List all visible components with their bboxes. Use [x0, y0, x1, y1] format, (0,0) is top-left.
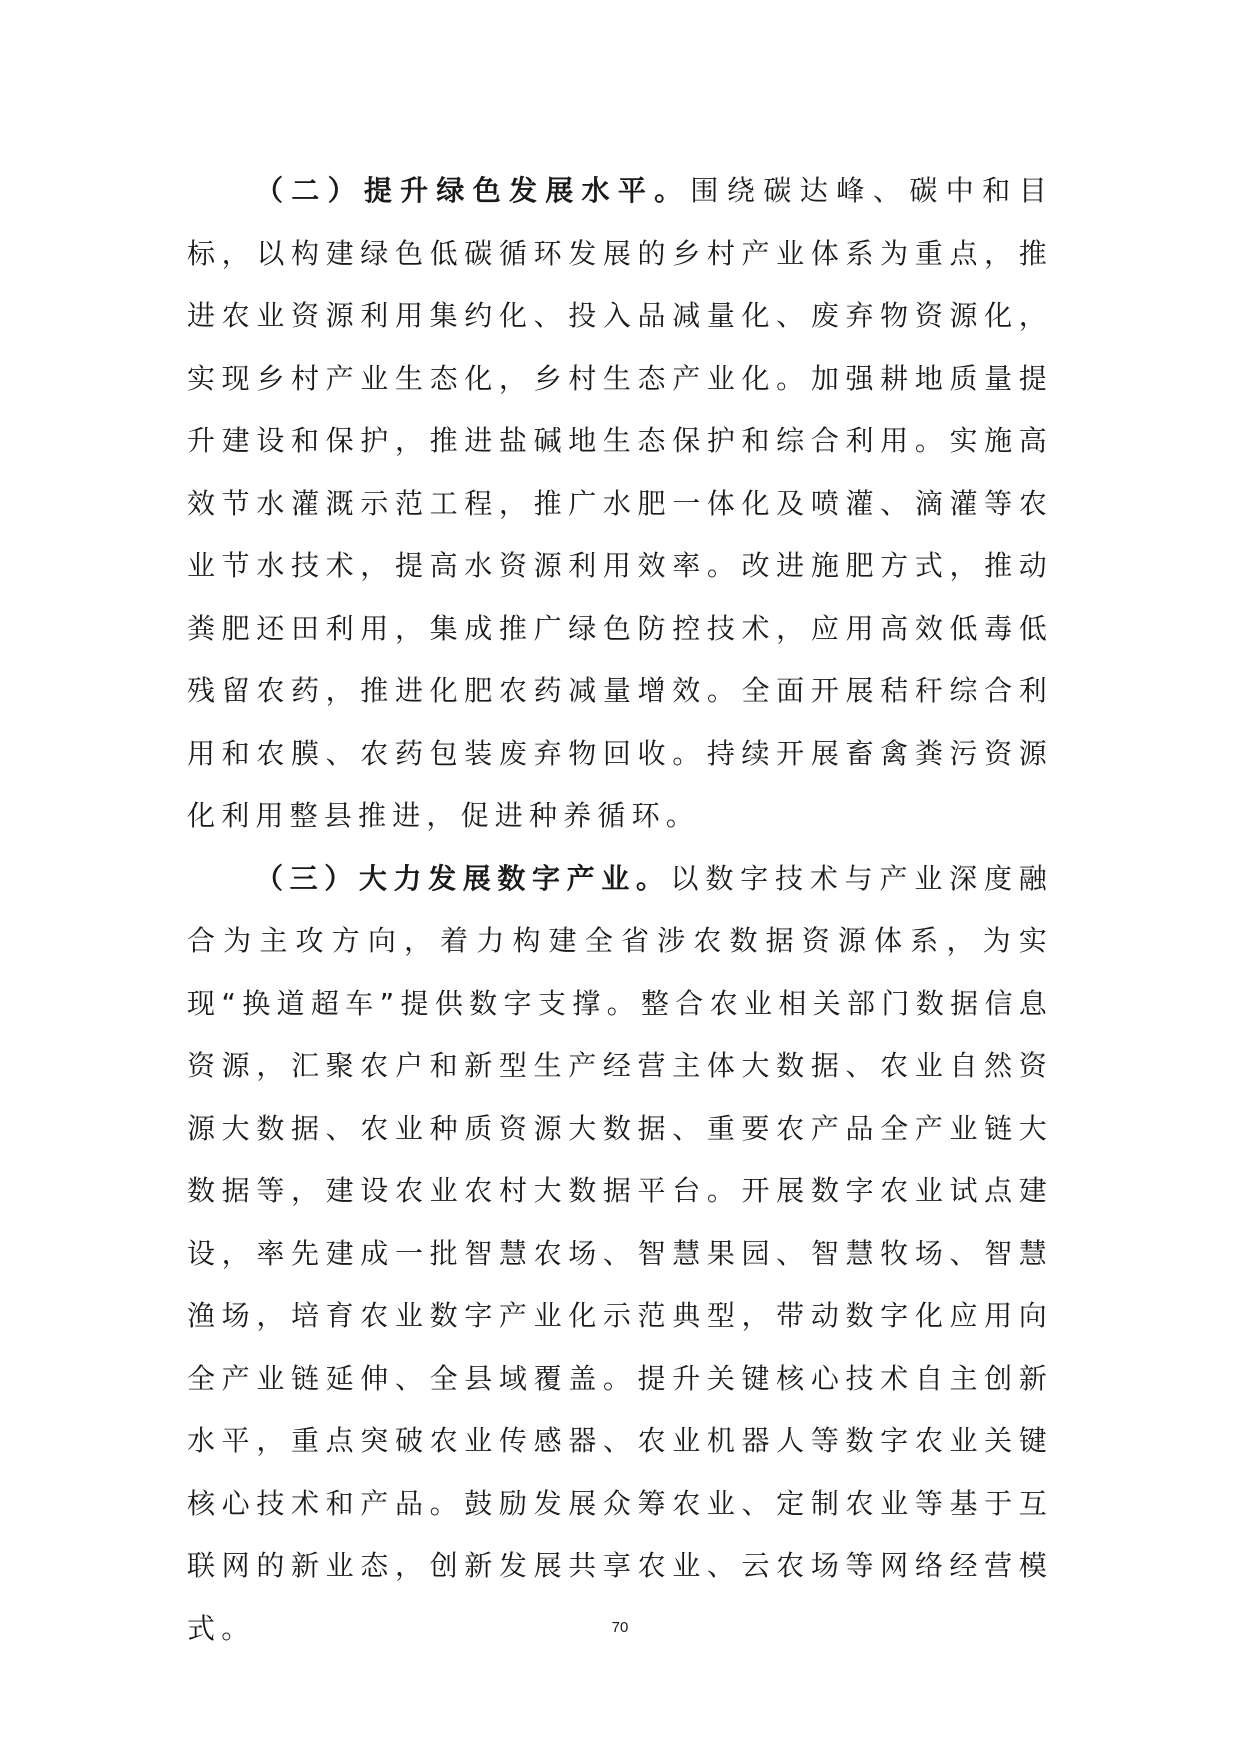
paragraph-body: 以数字技术与产业深度融合为主攻方向，着力构建全省涉农数据资源体系，为实现“换道超车”提供数字支撑。整合农业相关部门数据信息资源，汇聚农户和新型生产经营主体大数据、农业自然资源大数据、农业种质资源大数据、重要农产品全产业链大数据等，建设农业农村大数据平台。开展数字农业试点建设，率先建成一批智慧农场、智慧果园、智慧牧场、智慧渔场，培育农业数字产业化示范典型，带动数字化应用向全产业链延伸、全县域覆盖。提升关键核心技术自主创新水平，重点突破农业传感器、农业机器人等数字农业关键核心技术和产品。鼓励发展众筹农业、定制农业等基于互联网的新业态，创新发展共享农业、云农场等网络经营模式。	[187, 861, 1053, 1645]
paragraph-body: 围绕碳达峰、碳中和目标，以构建绿色低碳循环发展的乡村产业体系为重点，推进农业资源利用集约化、投入品减量化、废弃物资源化，实现乡村产业生态化，乡村生态产业化。加强耕地质量提升建设和保护，推进盐碱地生态保护和综合利用。实施高效节水灌溉示范工程，推广水肥一体化及喷灌、滴灌等农业节水技术，提高水资源利用效率。改进施肥方式，推动粪肥还田利用，集成推广绿色防控技术，应用高效低毒低残留农药，推进化肥农药减量增效。全面开展秸秆综合利用和农膜、农药包装废弃物回收。持续开展畜禽粪污资源化利用整县推进，促进种养循环。	[187, 174, 1053, 832]
paragraph-heading: （三）大力发展数字产业。	[255, 861, 671, 895]
paragraph-heading: （二）提升绿色发展水平。	[255, 174, 691, 207]
body-text	[187, 160, 1053, 1660]
paragraph-digital-industry	[187, 848, 1053, 1661]
paragraph-green-development	[187, 160, 1053, 848]
page-number: 70	[611, 1619, 629, 1636]
